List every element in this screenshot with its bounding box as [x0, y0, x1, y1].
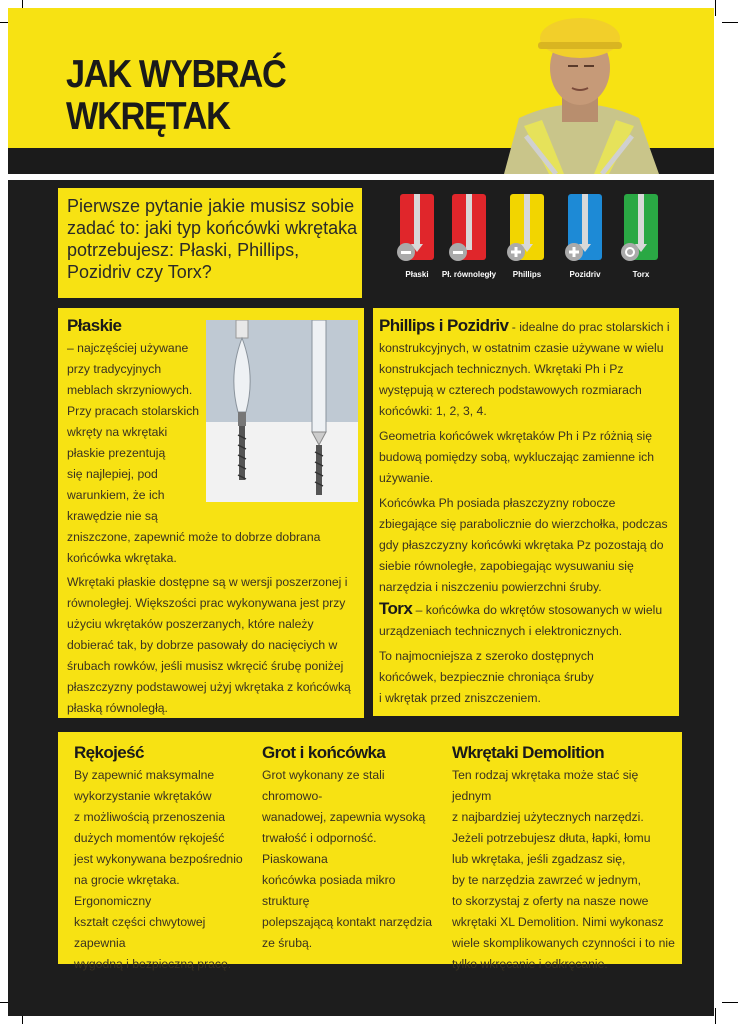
demolition-title: Wkrętaki Demolition: [452, 743, 605, 762]
text-line: ze śrubą.: [262, 936, 313, 950]
text-line: dużych momentów rękojeść: [74, 831, 225, 845]
handle-text: [74, 765, 254, 975]
page-header: [8, 8, 714, 174]
text-line: – najczęściej używane: [67, 341, 189, 355]
phillips-paragraph-2: Geometria końcówek wkrętaków Ph i Pz różnią się budową pomiędzy sobą, wykluczając zamienne ich używanie.: [379, 429, 655, 485]
text-line: Jeżeli potrzebujesz dłuta, łapki, łomu: [452, 831, 651, 845]
flat-paragraph-2: Wkrętaki płaskie dostępne są w wersji poszerzonej i równoległej. Większości prac wykonywana jest przy użyciu wkrętaków poszerzanych, które należy dobierać tak, by dobrze pasowały do nacięciych w śrubach rowków, jeśli musisz wkręcić śrubę poniżej płaszczyzny podstawowej użyj wkrętaka z końcówką płaską równoległą.: [67, 575, 351, 715]
text-line: z najbardziej użytecznych narzędzi.: [452, 810, 644, 824]
phillips-intro: [379, 315, 675, 422]
text-line: przy tradycyjnych: [67, 362, 162, 376]
tip-caption: Phillips: [512, 270, 542, 279]
phillips-intro-rest: - idealne do prac stolarskich i konstrukcyjnych, w ostatnim czasie używane w wielu konstrukcjach technicznych. Wkrętaki Ph i Pz występują w czterech podstawowych rozmiarach końcówki: 1, 2, 3, 4.: [379, 320, 670, 418]
tip-caption: Płaski: [405, 270, 429, 279]
text-line: końcówka posiada mikro strukturę: [262, 873, 396, 908]
crop-mark: [722, 22, 738, 23]
phillips-block: [379, 315, 675, 709]
crop-mark: [715, 0, 716, 16]
phillips-title: Phillips i Pozidriv: [379, 316, 509, 335]
flat-text-lines: [67, 338, 207, 527]
text-line: z możliwością przenoszenia: [74, 810, 226, 824]
tip-section-text: [262, 765, 442, 954]
text-line: na grocie wkrętaka. Ergonomiczny: [74, 873, 180, 908]
worker-photo: [464, 8, 694, 174]
tip-caption: Pł. równoległy: [441, 270, 497, 279]
torx-paragraph-2: To najmocniejsza z szeroko dostępnych końcówek, bezpiecznie chroniąca śruby i wkrętak przed zniszczeniem.: [379, 649, 594, 705]
text-line: wygodną i bezpieczną pracę.: [74, 957, 232, 971]
text-line: meblach skrzyniowych.: [67, 383, 193, 397]
torx-intro: [379, 598, 675, 642]
tip-caption: Pozidriv: [569, 270, 601, 279]
text-line: wiele skomplikowanych czynności i to nie: [452, 936, 675, 950]
text-line: płaskie prezentują: [67, 446, 166, 460]
flat-title: Płaskie: [67, 316, 122, 335]
text-line: to skorzystaj z oferty na nasze nowe: [452, 894, 649, 908]
torx-intro-rest: – końcówka do wkrętów stosowanych w wielu urządzeniach technicznych i elektronicznych.: [379, 603, 663, 638]
text-line: lub wkrętaka, jeśli zgadzasz się,: [452, 852, 626, 866]
flat-continuation: zniszczone, zapewnić może to dobrze dobrana końcówka wkrętaka.: [67, 530, 321, 565]
text-line: wkrętaki XL Demolition. Nimi wykonasz: [452, 915, 664, 929]
screwdriver-photo: [206, 320, 358, 502]
text-line: polepszającą kontakt narzędzia: [262, 915, 433, 929]
text-line: się najlepiej, pod: [67, 467, 158, 481]
text-line: by te narzędzia zawrzeć w jednym,: [452, 873, 641, 887]
demolition-text: [452, 765, 676, 975]
text-line: jest wykonywana bezpośrednio: [74, 852, 243, 866]
text-line: krawędzie nie są: [67, 509, 158, 523]
tip-section-title: Grot i końcówka: [262, 743, 386, 762]
tip-caption: Torx: [632, 270, 650, 279]
text-line: tylko wkręcanie i odkręcanie.: [452, 957, 608, 971]
text-line: By zapewnić maksymalne: [74, 768, 215, 782]
text-line: wykorzystanie wkrętaków: [74, 789, 212, 803]
crop-mark: [715, 1008, 716, 1024]
intro-text: Pierwsze pytanie jakie musisz sobie zadać to: jaki typ końcówki wkrętaka potrzebujesz: Płaski, Phillips, Pozidriv czy Torx?: [67, 196, 358, 282]
page-title: JAK WYBRAĆ WKRĘTAK: [66, 53, 286, 138]
tips-illustration: [392, 190, 692, 280]
torx-title: Torx: [379, 599, 413, 618]
text-line: wanadowej, zapewnia wysoką: [262, 810, 426, 824]
phillips-paragraph-3: Końcówka Ph posiada płaszczyzny robocze zbiegające się parabolicznie do wierzchołka, podczas gdy płaszczyzny końcówki wkrętaka Pz pozostają do siebie równoległe, zapobiegając wysuwaniu się narzędzia i niszczeniu powierzchni śruby.: [379, 496, 668, 594]
text-line: Przy pracach stolarskich: [67, 404, 200, 418]
text-line: wkręty na wkrętaki: [67, 425, 168, 439]
text-line: warunkiem, że ich: [67, 488, 165, 502]
crop-mark: [722, 1002, 738, 1003]
text-line: Grot wykonany ze stali chromowo-: [262, 768, 385, 803]
handle-title: Rękojeść: [74, 743, 144, 762]
text-line: Ten rodzaj wkrętaka może stać się jednym: [452, 768, 639, 803]
text-line: kształt części chwytowej zapewnia: [74, 915, 206, 950]
text-line: trwałość i odporność. Piaskowana: [262, 831, 377, 866]
